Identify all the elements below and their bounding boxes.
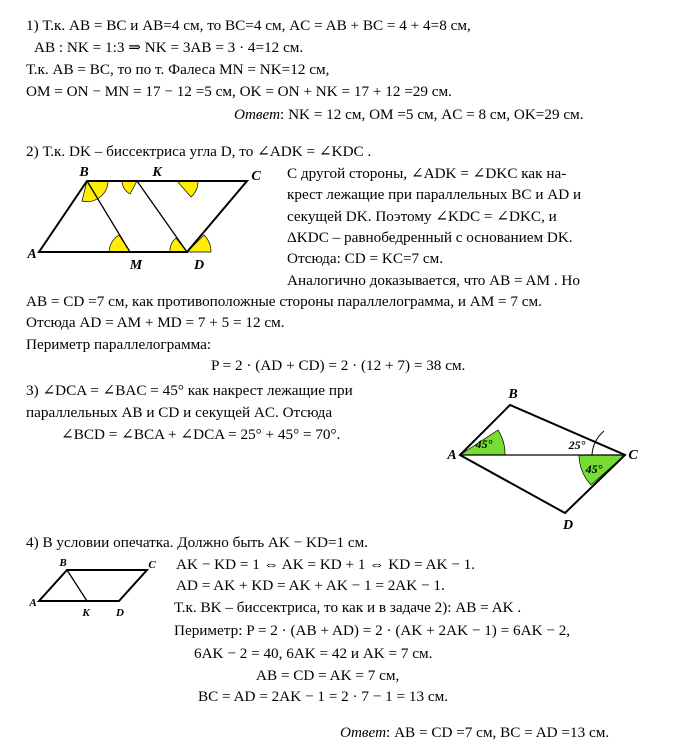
fig2-label-k: K	[152, 165, 162, 180]
problem2-line4: секущей DK. Поэтому ∠KDC = ∠DKC, и	[287, 208, 557, 225]
problem3-line1: 3) ∠DCA = ∠BAC = 45° как накрест лежащие при	[26, 382, 353, 399]
fig3-label-d: D	[562, 518, 574, 533]
problem4-line1: 4) В условии опечатка. Должно быть AK − KD=1 см.	[26, 534, 369, 551]
problem4-line8: BC = AD = 2AK − 1 = 2 · 7 − 1 = 13 см.	[198, 688, 448, 705]
problem4-line6: 6AK − 2 = 40, 6AK = 42 и AK = 7 см.	[194, 645, 433, 662]
fig4-label-k: K	[82, 607, 90, 619]
problem4-line2: AK − KD = 1 ⇔ AK = KD + 1 ⇔ KD = AK − 1.	[176, 556, 476, 573]
problem1-line1: 1) Т.к. AB = BC и AB=4 см, то BC=4 см, AC = AB + BC = 4 + 4=8 см,	[26, 17, 471, 34]
problem2-line8: AB = CD =7 см, как противоположные стороны параллелограмма, и AM = 7 см.	[26, 293, 542, 310]
answer-label: Ответ	[234, 106, 281, 123]
angle-sector-m	[109, 235, 130, 252]
problem2-line6: Отсюда: CD = KC=7 см.	[287, 250, 444, 267]
fig3-angle-a: 45°	[475, 437, 493, 451]
fig2-label-d: D	[193, 258, 205, 273]
problem4-line5: Периметр: P = 2 · (AB + AD) = 2 · (AK + 2AK − 1) = 6AK − 2,	[174, 622, 571, 639]
fig4-label-d: D	[116, 607, 124, 619]
problem2-line11: P = 2 · (AD + CD) = 2 · (12 + 7) = 38 см.	[211, 357, 466, 374]
fig3-label-a: A	[447, 448, 457, 463]
problem3-line2: параллельных AB и CD и секущей AC. Отсюда	[26, 404, 333, 421]
fig2-label-m: M	[129, 258, 143, 273]
answer-text: : AB = CD =7 см, BC = AD =13 см.	[386, 724, 610, 741]
fig3-angle-bca: 25°	[568, 438, 586, 452]
problem2-line10: Периметр параллелограмма:	[26, 336, 212, 353]
quadrilateral-figure-3	[440, 385, 650, 535]
angle-sector-k-left	[122, 181, 137, 194]
problem2-line9: Отсюда AD = AM + MD = 7 + 5 = 12 см.	[26, 314, 285, 331]
problem4-line4: Т.к. BK – биссектриса, то как и в задаче 2): AB = AK .	[174, 599, 522, 616]
fig3-label-c: C	[628, 448, 638, 463]
problem2-line7: Аналогично доказывается, что AB = AM . Но	[287, 272, 580, 289]
fig2-label-c: C	[251, 169, 261, 184]
fig3-angle-dca: 45°	[585, 462, 603, 476]
fig2-label-a: A	[27, 247, 37, 262]
problem1-answer	[234, 106, 584, 124]
fig4-label-a: A	[29, 597, 37, 609]
fig4-label-b: B	[59, 557, 67, 569]
fig4-label-c: C	[148, 559, 156, 571]
problem4-answer	[340, 724, 609, 742]
problem4-line7: AB = CD = AK = 7 см,	[256, 667, 400, 684]
problem2-line5: ΔKDC – равнобедренный с основанием DK.	[287, 229, 573, 246]
problem1-line3: Т.к. AB = BC, то по т. Фалеса MN = NK=12 см,	[26, 61, 330, 78]
answer-label: Ответ	[340, 724, 387, 741]
problem1-line2: AB : NK = 1:3 ⇒ NK = 3AB = 3 · 4=12 см.	[34, 39, 304, 56]
problem2-line1: 2) Т.к. DK – биссектриса угла D, то ∠ADK = ∠KDC .	[26, 143, 372, 160]
problem2-line2: С другой стороны, ∠ADK = ∠DKC как на-	[287, 165, 567, 182]
answer-text: : NK = 12 см, OM =5 см, AC = 8 см, OK=29 см.	[280, 106, 584, 123]
fig3-label-b: B	[508, 387, 518, 402]
problem4-line3: AD = AK + KD = AK + AK − 1 = 2AK − 1.	[176, 577, 445, 594]
problem2-line3: крест лежащие при параллельных BC и AD и	[287, 186, 582, 203]
fig2-label-b: B	[79, 165, 89, 180]
angle-sector-k-right	[177, 181, 198, 197]
parallelogram-figure-2	[22, 160, 272, 273]
problem1-line4: OM = ON − MN = 17 − 12 =5 см, OK = ON + NK = 17 + 12 =29 см.	[26, 83, 452, 100]
parallelogram-figure-4	[25, 552, 165, 622]
problem3-line3: ∠BCD = ∠BCA + ∠DCA = 25° + 45° = 70°.	[61, 426, 341, 443]
